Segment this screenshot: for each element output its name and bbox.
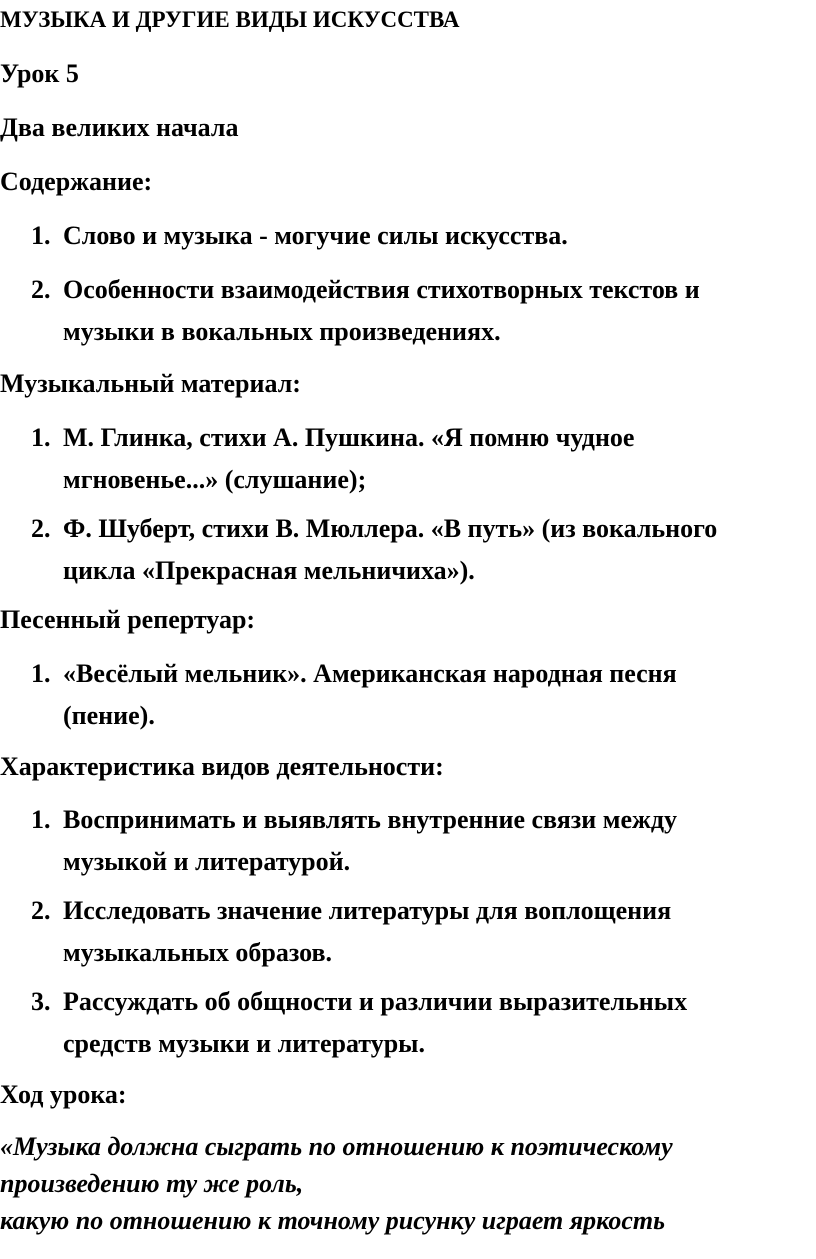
list-item-text: Ф. Шуберт, стихи В. Мюллера. «В путь» (из вокального	[63, 514, 718, 543]
quote-line: произведению ту же роль,	[0, 1169, 304, 1198]
list-item-text: музыки в вокальных произведениях.	[63, 317, 501, 346]
list-item-number: 1.	[31, 221, 51, 250]
list-item-number: 2.	[31, 275, 51, 304]
list-item-text: «Весёлый мельник». Американская народная песня	[63, 659, 677, 688]
music-material-heading: Музыкальный материал:	[0, 369, 301, 398]
list-item-text: Воспринимать и выявлять внутренние связи между	[63, 805, 677, 834]
quote-line: какую по отношению к точному рисунку играет яркость	[0, 1206, 665, 1235]
list-item-number: 1.	[31, 659, 51, 688]
content-heading: Содержание:	[0, 167, 153, 196]
list-item-number: 1.	[31, 423, 51, 452]
list-item-number: 1.	[31, 805, 51, 834]
list-item-text: музыкой и литературой.	[63, 847, 351, 876]
list-item-number: 2.	[31, 896, 51, 925]
quote-line: «Музыка должна сыграть по отношению к поэтическому	[0, 1132, 673, 1161]
list-item-number: 2.	[31, 514, 51, 543]
lesson-flow-heading: Ход урока:	[0, 1080, 127, 1109]
list-item-text: Особенности взаимодействия стихотворных текстов и	[63, 275, 700, 304]
list-item-text: музыкальных образов.	[63, 938, 333, 967]
lesson-number: Урок 5	[0, 59, 79, 88]
list-item-text: средств музыки и литературы.	[63, 1029, 425, 1058]
song-repertoire-heading: Песенный репертуар:	[0, 605, 256, 634]
list-item-text: (пение).	[63, 701, 155, 730]
list-item-text: цикла «Прекрасная мельничиха»).	[63, 556, 475, 585]
list-item-text: М. Глинка, стихи А. Пушкина. «Я помню чудное	[63, 423, 635, 452]
list-item-text: Рассуждать об общности и различии выразительных	[63, 987, 688, 1016]
activities-heading: Характеристика видов деятельности:	[0, 752, 444, 781]
list-item-text: мгновенье...» (слушание);	[63, 465, 367, 494]
lesson-topic: Два великих начала	[0, 113, 239, 142]
document-title: МУЗЫКА И ДРУГИЕ ВИДЫ ИСКУССТВА	[0, 7, 460, 32]
list-item-text: Исследовать значение литературы для воплощения	[63, 896, 672, 925]
list-item-number: 3.	[31, 987, 51, 1016]
list-item-text: Слово и музыка - могучие силы искусства.	[63, 221, 568, 250]
